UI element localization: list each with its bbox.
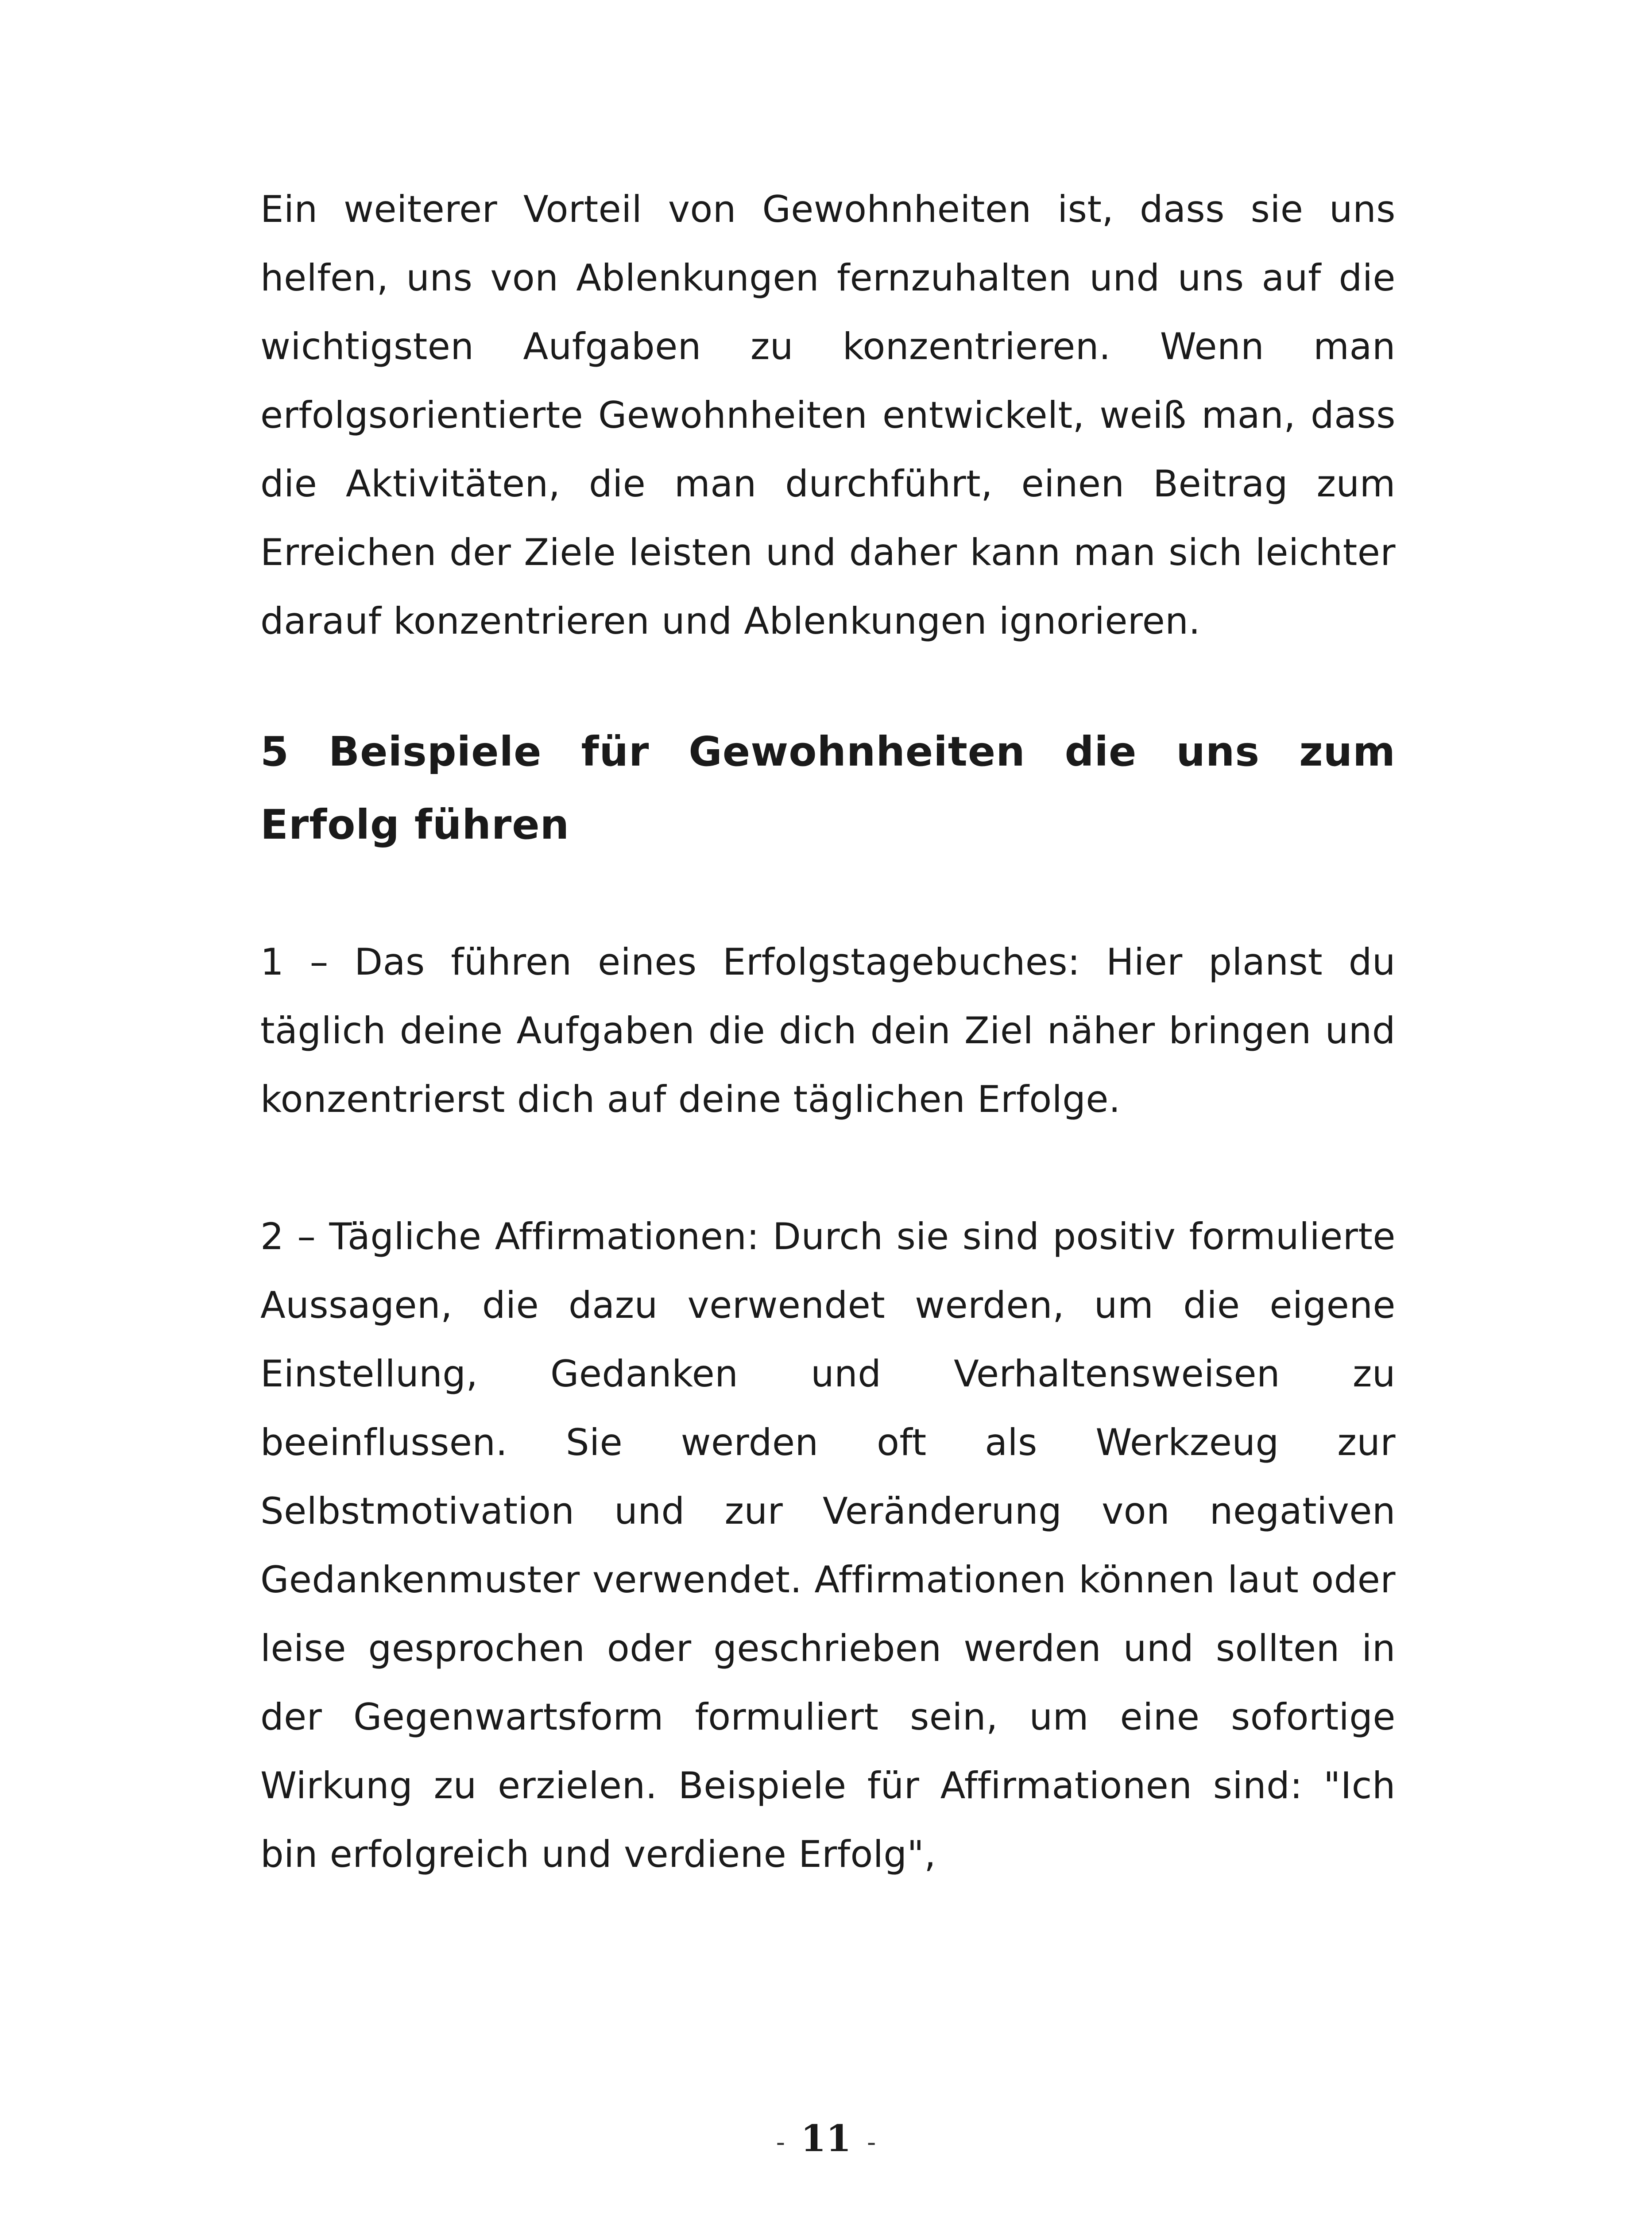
page-footer [0,2117,1652,2164]
intro-paragraph: Ein weiterer Vorteil von Gewohnheiten ist, dass sie uns helfen, uns von Ablenkungen fernzuhalten und uns auf die wichtigsten Aufgaben zu konzentrieren. Wenn man erfolgsorientierte Gewohnheiten entwickelt, weiß man, dass die Aktivitäten, die man durchführt, einen Beitrag zum Erreichen der Ziele leisten und daher kann man sich leichter darauf konzentrieren und Ablenkungen ignorieren. [260,188,1396,643]
page-number: 11 [801,2117,851,2160]
section-heading: 5 Beispiele für Gewohnheiten die uns zum Erfolg führen [260,728,1396,848]
example-item-1: 1 – Das führen eines Erfolgstagebuches: Hier planst du täglich deine Aufgaben die dich dein Ziel näher bringen und konzentrierst dich auf deine täglichen Erfolge. [260,941,1396,1121]
page-content [260,175,1396,1889]
example-item-2: 2 – Tägliche Affirmationen: Durch sie sind positiv formulierte Aussagen, die dazu verwendet werden, um die eigene Einstellung, Gedanken und Verhaltensweisen zu beeinflussen. Sie werden oft als Werkzeug zur Selbstmotivation und zur Veränderung von negativen Gedankenmuster verwendet. Affirmationen können laut oder leise gesprochen oder geschrieben werden und sollten in der Gegenwartsform formuliert sein, um eine sofortige Wirkung zu erzielen. Beispiele für Affirmationen sind: "Ich bin erfolgreich und verdiene Erfolg", [260,1215,1396,1876]
footer-dash-right: - [867,2127,876,2158]
footer-dash-left: - [776,2127,785,2158]
